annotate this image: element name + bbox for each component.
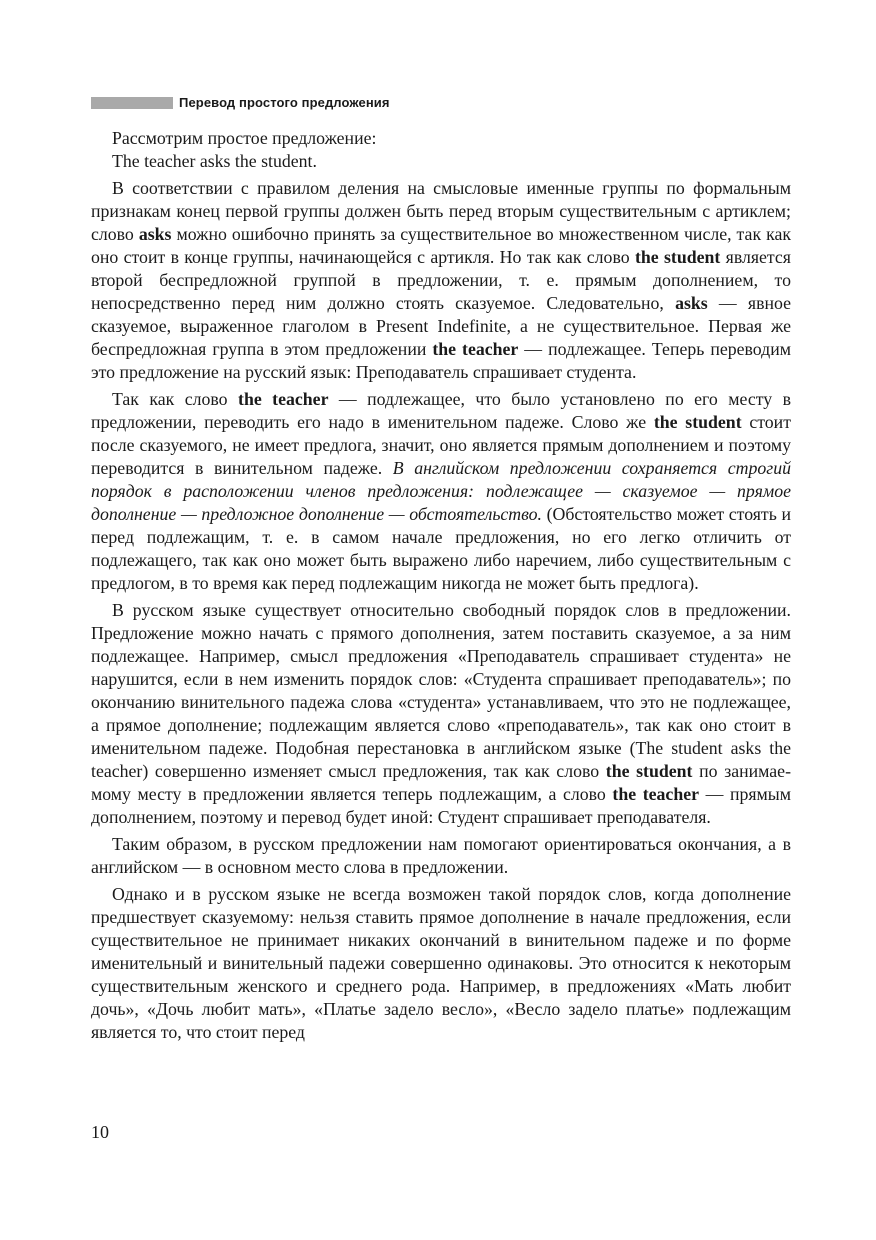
italic-rule: В английском предложении сохраняется строгий порядок в расположении членов предложения: подлежащее — сказуемое — прямое дополнение — предложное дополнение — обстоятельство.: [91, 458, 791, 524]
term-the-student: the student: [605, 761, 693, 781]
term-the-student: the student: [634, 247, 721, 267]
paragraph-intro: Рассмотрим простое предложение:: [112, 128, 377, 148]
running-header: [91, 94, 791, 112]
section-title: Перевод простого предложения: [179, 95, 390, 110]
paragraph-word-order-rule: Так как слово the teacher — подлежащее, что было установлено по его месту в предложении, переводить его надо в именительном падеже. Слово же the student стоит после сказуемого, не имеет предлога, значит, оно является прямым дополнением и поэтому переводится в винительном падеже. В английском предложении сохраняется строгий порядок в расположении членов предложения: подлежащее — сказуемое — прямое дополнение — предложное дополнение — обстоятельство. (Обстоятельство может стоять и перед подлежащим, т. е. в самом начале предложения, но его легко отличить от подлежащего, так как оно может быть выражено либо наречием, либо существительным с предлогом, в то время как перед подлежащим никогда не может быть предлога).: [91, 389, 791, 593]
term-the-student: the student: [653, 412, 742, 432]
body-text: [91, 127, 791, 1044]
term-asks: asks: [138, 224, 172, 244]
paragraph-russian-word-order: В русском языке существует относительно свободный порядок слов в предложении. Предложение можно начать с прямого дополнения, затем поставить сказуемое, а за ним подлежащее. Например, смысл предложения «Преподаватель спрашивает студента» не нарушится, если в нем изменить порядок слов: «Студента спрашивает преподаватель»; по окончанию винительного падежа слова «студента» устанавливаем, что это не подлежащее, а прямое дополнение; подлежащим является слово «преподаватель», так как оно стоит в именительном падеже. Подобная перестановка в английском языке (The student asks the teacher) совершенно изменяет смысл предложения, так как слово the student по занимаемому месту в предложении является теперь подлежащим, а слово the teacher — прямым дополнением, поэтому и перевод будет иной: Студент спрашивает преподавателя.: [91, 600, 792, 827]
document-page: [91, 0, 791, 1240]
page-number: 10: [91, 1122, 109, 1142]
paragraph-example-sentence: The teacher asks the student.: [112, 151, 317, 171]
paragraph-conclusion: Таким образом, в русском предложении нам помогают ориентироваться окончания, а в английском — в основном место слова в предложении.: [91, 834, 791, 877]
term-the-teacher: the teacher: [238, 389, 329, 409]
paragraph-exceptions: Однако и в русском языке не всегда возможен такой порядок слов, когда дополнение предшествует сказуемому: нельзя ставить прямое дополнение в начале предложения, если существительное не принимает никаких окончаний в винительном падеже и по форме именительный и винительный падежи совершенно одинаковы. Это относится к некоторым существительным женского и среднего рода. Например, в предложениях «Мать любит дочь», «Дочь любит мать», «Платье задело весло», «Весло задело платье» подлежащим является то, что стоит перед: [91, 884, 791, 1042]
paragraph-analysis: В соответствии с правилом деления на смысловые именные группы по формальным признакам конец первой группы должен быть перед вторым существительным с артиклем; слово asks можно ошибочно принять за существительное во множественном числе, так как оно стоит в конце группы, начинающейся с артикля. Но так как слово the student является второй беспредложной группой в предложении, т. е. прямым дополнением, то непосредственно перед ним должно стоять сказуемое. Следовательно, asks — явное сказуемое, выраженное глаголом в Present Indefinite, а не существительное. Первая же беспредложная группа в этом предложении the teacher — подлежащее. Теперь переводим это предложение на русский язык: Преподаватель спрашивает студента.: [91, 178, 791, 382]
term-the-teacher: the teacher: [612, 784, 699, 804]
term-the-teacher: the teacher: [432, 339, 519, 359]
term-asks: asks: [675, 293, 708, 313]
header-decorative-bar: [91, 97, 173, 109]
